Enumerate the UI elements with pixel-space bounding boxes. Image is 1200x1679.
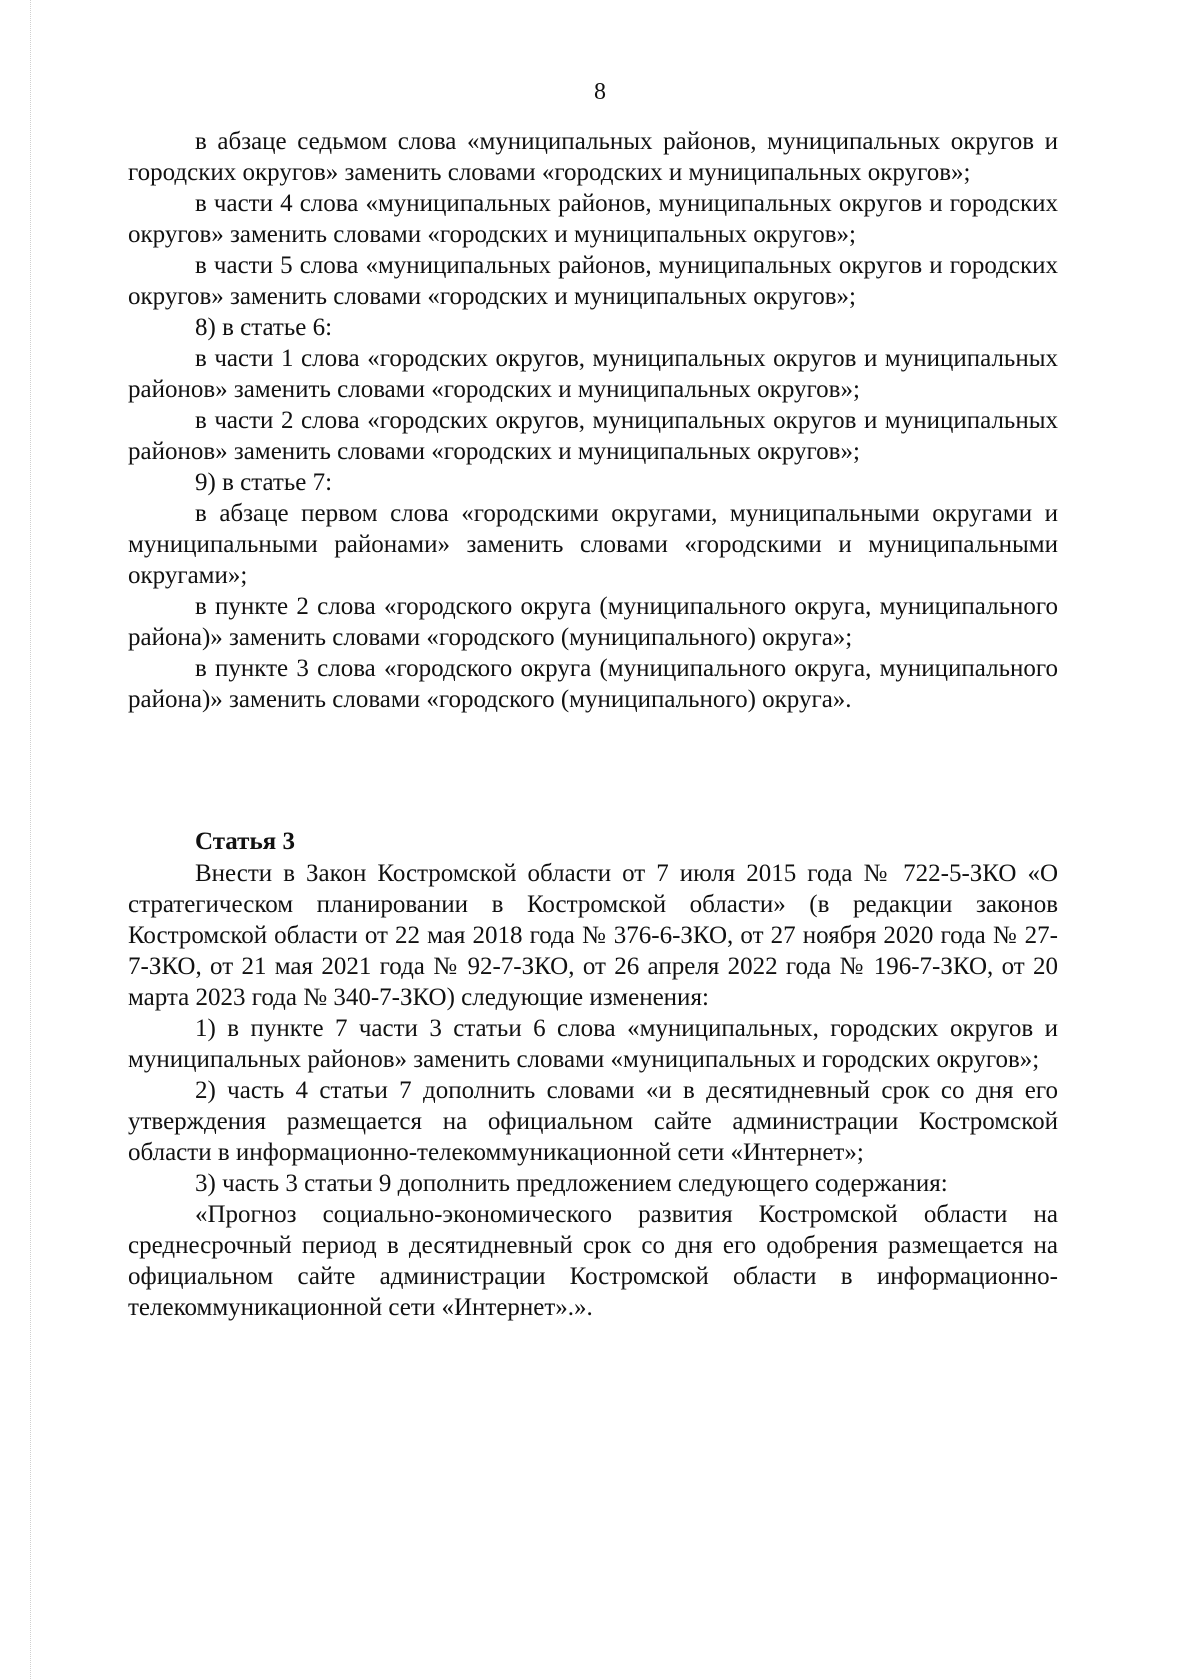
article-heading: Статья 3 [195, 828, 295, 855]
paragraph: 2) часть 4 статьи 7 дополнить словами «и в десятидневный срок со дня его утверждения размещается на официальном сайте администрации Костромской области в информационно-телекоммуникационной сети «Интернет»; [128, 1077, 1058, 1166]
paragraph: в части 4 слова «муниципальных районов, муниципальных округов и городских округов» заменить словами «городских и муниципальных округов»; [128, 190, 1058, 248]
paragraph: в части 1 слова «городских округов, муниципальных округов и муниципальных районов» заменить словами «городских и муниципальных округов»; [128, 345, 1058, 403]
paragraph: в части 2 слова «городских округов, муниципальных округов и муниципальных районов» заменить словами «городских и муниципальных округов»; [128, 407, 1058, 465]
paragraph: в пункте 3 слова «городского округа (муниципального округа, муниципального района)» заменить словами «городского (муниципального) округа». [128, 655, 1058, 713]
paragraph: «Прогноз социально-экономического развития Костромской области на среднесрочный период в десятидневный срок со дня его одобрения размещается на официальном сайте администрации Костромской области в информационно-телекоммуникационной сети «Интернет».». [128, 1201, 1058, 1321]
paragraph: 1) в пункте 7 части 3 статьи 6 слова «муниципальных, городских округов и муниципальных районов» заменить словами «муниципальных и городских округов»; [128, 1015, 1058, 1073]
paragraph: 9) в статье 7: [195, 469, 333, 496]
amendments-part-2 [128, 858, 1058, 1323]
amendments-part-1 [128, 126, 1058, 715]
paragraph: в абзаце первом слова «городскими округами, муниципальными округами и муниципальными районами» заменить словами «городскими и муниципальными округами»; [128, 500, 1058, 589]
scan-edge-line [30, 0, 31, 1679]
paragraph: 3) часть 3 статьи 9 дополнить предложением следующего содержания: [195, 1170, 948, 1197]
paragraph: в пункте 2 слова «городского округа (муниципального округа, муниципального района)» заменить словами «городского (муниципального) округа»; [128, 593, 1058, 651]
paragraph: Внести в Закон Костромской области от 7 июля 2015 года № 722-5-ЗКО «О стратегическом планировании в Костромской области» (в редакции законов Костромской области от 22 мая 2018 года № 376-6-ЗКО, от 27 ноября 2020 года № 27-7-ЗКО, от 21 мая 2021 года № 92-7-ЗКО, от 26 апреля 2022 года № 196-7-ЗКО, от 20 марта 2023 года № 340-7-ЗКО) следующие изменения: [128, 860, 1058, 1011]
paragraph: 8) в статье 6: [195, 314, 333, 341]
page-number: 8 [594, 79, 606, 105]
paragraph: в абзаце седьмом слова «муниципальных районов, муниципальных округов и городских округов» заменить словами «городских и муниципальных округов»; [128, 128, 1058, 186]
paragraph: в части 5 слова «муниципальных районов, муниципальных округов и городских округов» заменить словами «городских и муниципальных округов»; [128, 252, 1058, 310]
